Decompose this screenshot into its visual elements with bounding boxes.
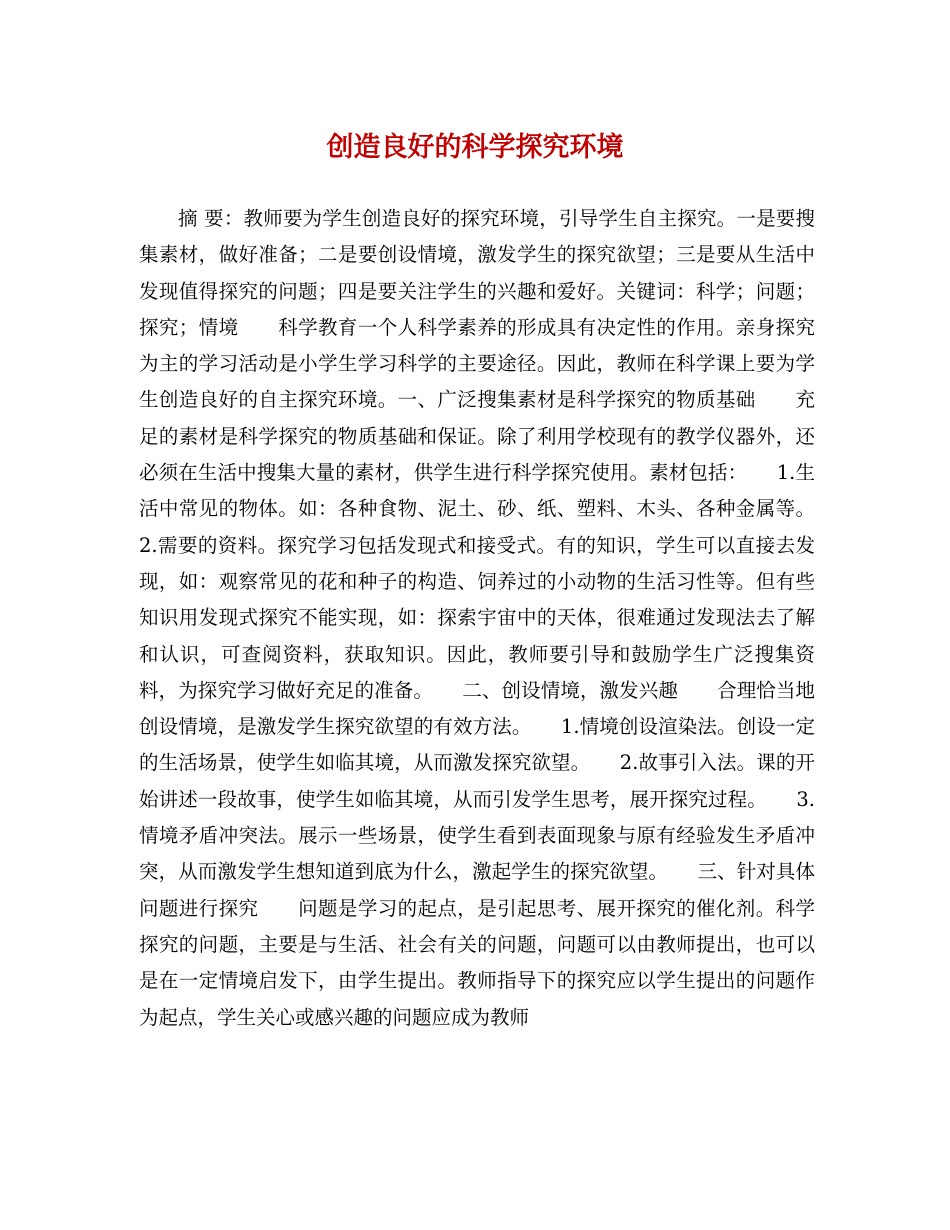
document-body: 摘 要：教师要为学生创造良好的探究环境，引导学生自主探究。一是要搜集素材，做好准备；二是要创设情境，激发学生的探究欲望；三是要从生活中发现值得探究的问题；四是要关注学生的兴趣和爱好。关键词：科学；问题；探究；情境 科学教育一个人科学素养的形成具有决定性的作用。亲身探究为主的学习活动是小学生学习科学的主要途径。因此，教师在科学课上要为学生创造良好的自主探究环境。一、广泛搜集素材是科学探究的物质基础 充足的素材是科学探究的物质基础和保证。除了利用学校现有的教学仪器外，还必须在生活中搜集大量的素材，供学生进行科学探究使用。素材包括： 1.生活中常见的物体。如：各种食物、泥土、砂、纸、塑料、木头、各种金属等。2.需要的资料。探究学习包括发现式和接受式。有的知识，学生可以直接去发现，如：观察常见的花和种子的构造、饲养过的小动物的生活习性等。但有些知识用发现式探究不能实现，如：探索宇宙中的天体，很难通过发现法去了解和认识，可查阅资料，获取知识。因此，教师要引导和鼓励学生广泛搜集资料，为探究学习做好充足的准备。 二、创设情境，激发兴趣 合理恰当地创设情境，是激发学生探究欲望的有效方法。 1.情境创设渲染法。创设一定的生活场景，使学生如临其境，从而激发探究欲望。 2.故事引入法。课的开始讲述一段故事，使学生如临其境，从而引发学生思考，展开探究过程。 3.情境矛盾冲突法。展示一些场景，使学生看到表面现象与原有经验发生矛盾冲突，从而激发学生想知道到底为什么，激起学生的探究欲望。 三、针对具体问题进行探究 问题是学习的起点，是引起思考、展开探究的催化剂。科学探究的问题，主要是与生活、社会有关的问题，问题可以由教师提出，也可以是在一定情境启发下，由学生提出。教师指导下的探究应以学生提出的问题作为起点，学生关心或感兴趣的问题应成为教师 xyxy=(139,207,815,1029)
document-title: 创造良好的科学探究环境 xyxy=(326,132,624,163)
